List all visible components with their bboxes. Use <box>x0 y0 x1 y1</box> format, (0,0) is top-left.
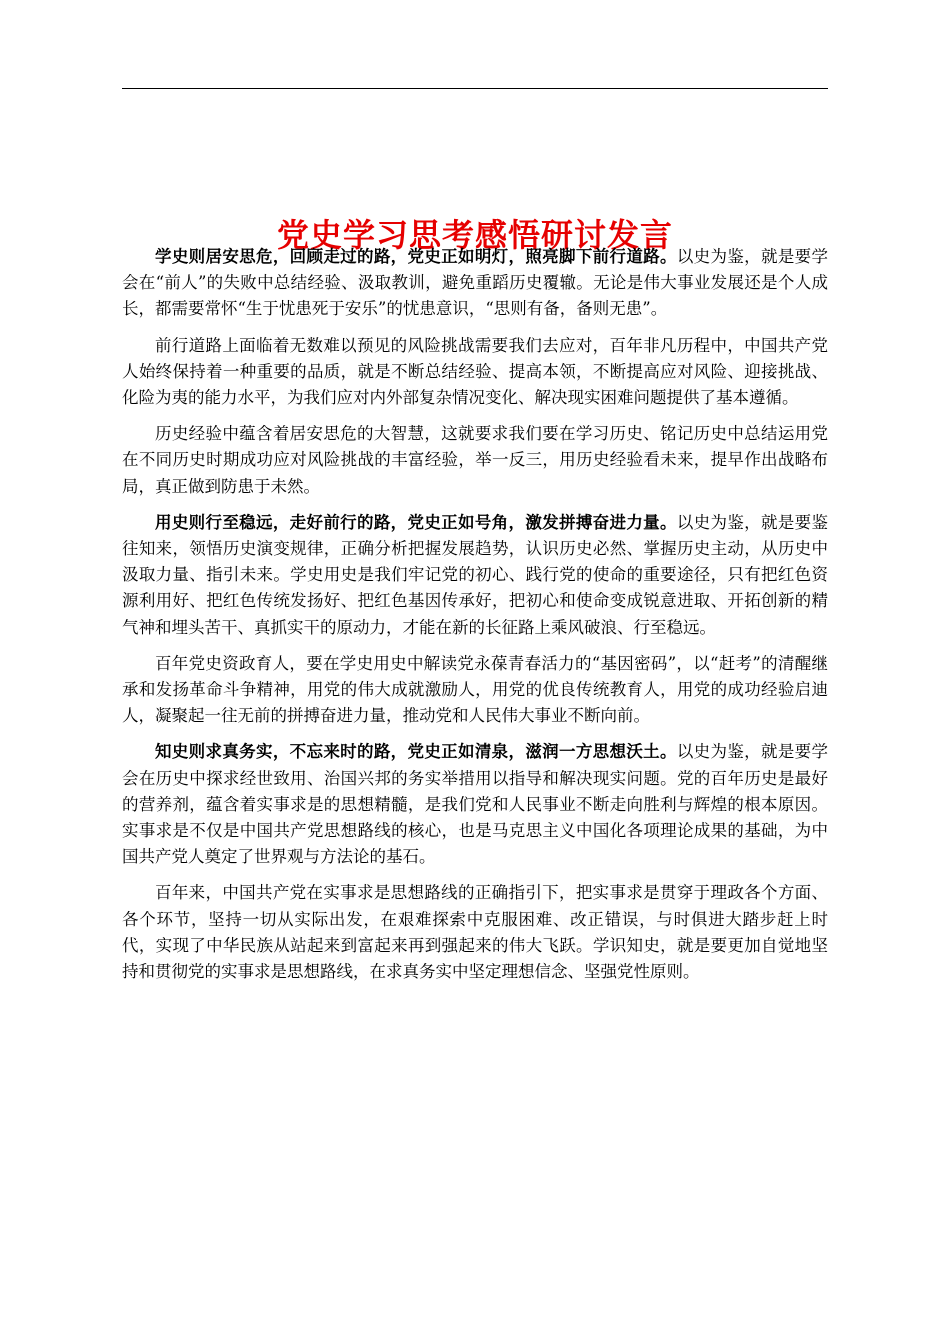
paragraph-5 <box>122 651 828 730</box>
paragraph-lead: 学史则居安思危，回顾走过的路，党史正如明灯，照亮脚下前行道路。 <box>155 247 677 266</box>
paragraph-text: 百年党史资政育人，要在学史用史中解读党永葆青春活力的“基因密码”，以“赶考”的清醒继承和发扬革命斗争精神，用党的伟大成就激励人，用党的优良传统教育人，用党的成功经验启迪人，凝聚起一往无前的拼搏奋进力量，推动党和人民伟大事业不断向前。 <box>122 653 828 726</box>
header-rule <box>122 88 828 89</box>
paragraph-text: 以史为鉴，就是要鉴往知来，领悟历史演变规律，正确分析把握发展趋势，认识历史必然、掌握历史主动，从历史中汲取力量、指引未来。学史用史是我们牢记党的初心、践行党的使命的重要途径，只有把红色资源利用好、把红色传统发扬好、把红色基因传承好，把初心和使命变成锐意进取、开拓创新的精气神和埋头苦干、真抓实干的原动力，才能在新的长征路上乘风破浪、行至稳远。 <box>122 512 829 637</box>
paragraph-2 <box>122 333 828 412</box>
paragraph-text: 百年来，中国共产党在实事求是思想路线的正确指引下，把实事求是贯穿于理政各个方面、各个环节，坚持一切从实际出发，在艰难探索中克服困难、改正错误，与时俱进大踏步赶上时代，实现了中华民族从站起来到富起来再到强起来的伟大飞跃。学识知史，就是要更加自觉地坚持和贯彻党的实事求是思想路线，在求真务实中坚定理想信念、坚强党性原则。 <box>122 883 828 982</box>
paragraph-text: 历史经验中蕴含着居安思危的大智慧，这就要求我们要在学习历史、铭记历史中总结运用党在不同历史时期成功应对风险挑战的丰富经验，举一反三，用历史经验看未来，提早作出战略布局，真正做到防患于未然。 <box>122 424 828 496</box>
paragraph-7 <box>122 880 828 985</box>
paragraph-1 <box>122 244 828 323</box>
paragraph-3 <box>122 421 828 500</box>
article-body <box>122 244 828 995</box>
paragraph-lead: 用史则行至稳远，走好前行的路，党史正如号角，激发拼搏奋进力量。 <box>155 512 677 532</box>
paragraph-4 <box>122 510 828 641</box>
paragraph-text: 以史为鉴，就是要学会在“前人”的失败中总结经验、汲取教训，避免重蹈历史覆辙。无论是伟大事业发展还是个人成长，都需要常怀“生于忧患死于安乐”的忧患意识，“思则有备，备则无患”。 <box>122 247 829 319</box>
paragraph-lead: 知史则求真务实，不忘来时的路，党史正如清泉，滋润一方思想沃土。 <box>155 742 677 762</box>
paragraph-6 <box>122 739 828 870</box>
paragraph-text: 以史为鉴，就是要学会在历史中探求经世致用、治国兴邦的务实举措用以指导和解决现实问题。党的百年历史是最好的营养剂，蕴含着实事求是的思想精髓，是我们党和人民事业不断走向胜利与辉煌的根本原因。实事求是不仅是中国共产党思想路线的核心，也是马克思主义中国化各项理论成果的基础，为中国共产党人奠定了世界观与方法论的基石。 <box>122 742 829 867</box>
page-title: 党史学习思考感悟研讨发言 <box>276 216 673 255</box>
paragraph-text: 前行道路上面临着无数难以预见的风险挑战需要我们去应对，百年非凡历程中，中国共产党人始终保持着一种重要的品质，就是不断总结经验、提高本领，不断提高应对风险、迎接挑战、化险为夷的能力水平，为我们应对内外部复杂情况变化、解决现实困难问题提供了基本遵循。 <box>122 335 828 408</box>
